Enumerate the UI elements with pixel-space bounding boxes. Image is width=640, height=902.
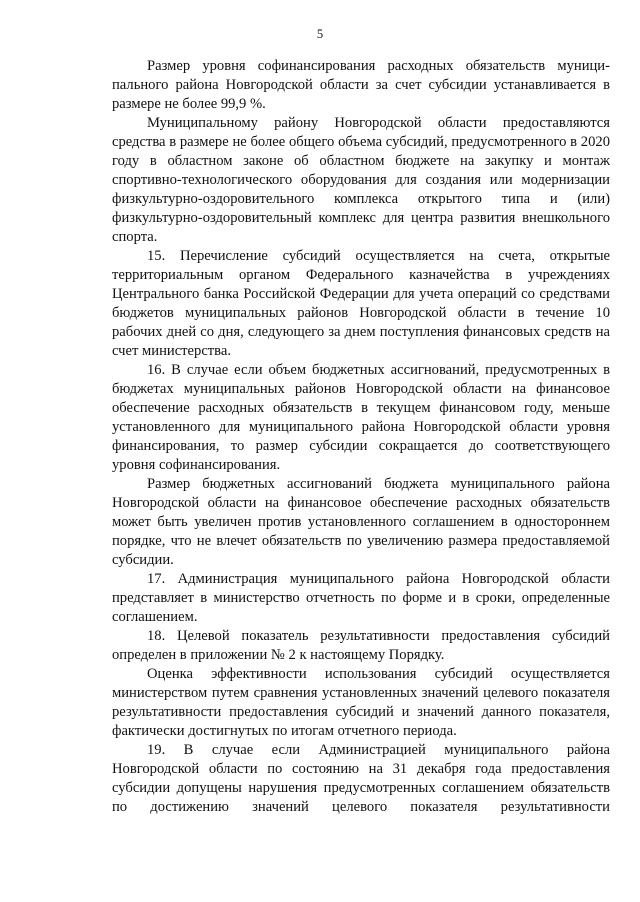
paragraph-funds-amount: Муниципальному району Новгородской области предоставляются средства в размере не более общего объема субсидий, предусмотренного в 2020 году в областном законе об областном бюджете на закупку и монтаж спортивно-технологического оборудования для создания или модернизации физкультурно-оздоровительного комплекса открытого типа и (или) физкультурно-оздоровительный комплекс для центра развития внешкольного спорта. (112, 115, 610, 245)
page-number: 5 (316, 27, 324, 41)
paragraph-budget-allocation: Размер бюджетных ассигнований бюджета муниципального района Новгородской области на финансовое обеспечение расходных обязательств может быть увеличен против установленного соглашением в одностороннем порядке, что не влечет обязательств по увеличению размера предоставляемой субсидии. (112, 476, 610, 568)
paragraph-item-15: 15. Перечисление субсидий осуществляется на счета, открытые территориальным органом Федерального казначейства в учреждениях Центрального банка Российской Федерации для учета операций со средствами бюджетов муниципальных районов Новгородской области в течение 10 рабочих дней со дня, следующего за днем поступления финансовых средств на счет министерства. (112, 248, 610, 359)
paragraph-efficiency-assessment: Оценка эффективности использования субсидий осуществляется министерством путем сравнения установленных значений целевого показателя результативности предоставления субсидий и значений данного показателя, фактически достигнутых по итогам отчетного периода. (112, 666, 610, 739)
paragraph-item-16: 16. В случае если объем бюджетных ассигнований, предусмотренных в бюджетах муниципальных районов Новгородской области на финансовое обеспечение расходных обязательств в текущем финансовом году, меньше установленного для муниципального района Новгородской области уровня финансирования, то размер субсидии сокращается до соответствующего уровня софинансирования. (112, 362, 610, 473)
paragraph-cofinancing-level: Размер уровня софинансирования расходных обязательств муниципального района Новгородской области за счет субсидии устанавливается в размере не более 99,9 %. (112, 58, 610, 112)
document-body (112, 57, 610, 817)
paragraph-item-19: 19. В случае если Администрацией муниципального района Новгородской области по состоянию на 31 декабря года предоставления субсидии допущены нарушения предусмотренных соглашением обязательств по достижению значений целевого показателя результативности (112, 742, 610, 815)
paragraph-item-17: 17. Администрация муниципального района Новгородской области представляет в министерство отчетность по форме и в сроки, определенные соглашением. (112, 571, 610, 625)
paragraph-item-18: 18. Целевой показатель результативности предоставления субсидий определен в приложении № 2 к настоящему Порядку. (112, 628, 610, 663)
